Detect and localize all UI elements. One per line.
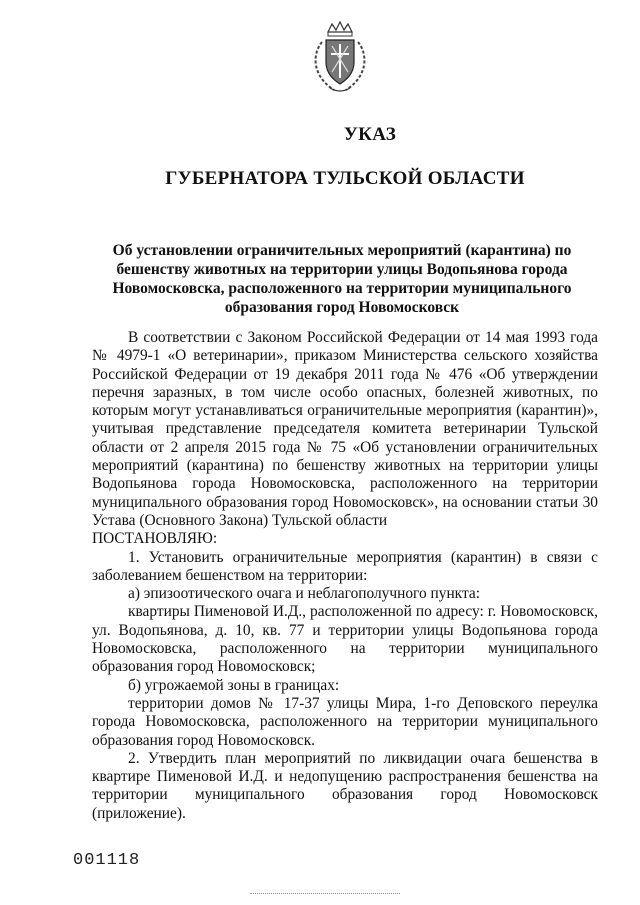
decree-word: ПОСТАНОВЛЯЮ:	[92, 530, 218, 548]
serial-number: 001118	[73, 851, 141, 870]
document-subtitle: ГУБЕРНАТОРА ТУЛЬСКОЙ ОБЛАСТИ	[165, 168, 525, 189]
preamble-paragraph: В соответствии с Законом Российской Федерации от 14 мая 1993 года № 4979-1 «О ветеринарии», приказом Министерства сельского хозяйства Российской Федерации от 19 декабря 2011 года № 476 «Об утверждении перечня заразных, в том числе особо опасных, болезней животных, по которым могут устанавливаться ограничительные мероприятия (карантин)», учитывая представление председателя комитета ветеринарии Тульской области от 2 апреля 2015 года № 75 «Об установлении ограничительных мероприятий (карантина) по бешенству животных на территории улицы Водопьянова города Новомосковска, расположенного на территории муниципального образования город Новомосковск», на основании статьи 30 Устава (Основного Закона) Тульской области	[92, 329, 598, 529]
document-subject: Об установлении ограничительных мероприятий (карантина) по бешенству животных на территории улицы Водопьянова города Новомосковска, расположенного на территории муниципального образования город Новомосковск	[112, 242, 572, 316]
coat-of-arms-icon	[308, 20, 372, 94]
clause-2: 2. Утвердить план мероприятий по ликвидации очага бешенства в квартире Пименовой И.Д. и недопущению распространения бешенства на территории муниципального образования город Новомосковск (приложение).	[92, 749, 598, 822]
clause-1: 1. Установить ограничительные мероприятия (карантин) в связи с заболеванием бешенством на территории:	[92, 548, 598, 584]
document-body	[92, 329, 598, 823]
clause-1a: а) эпизоотического очага и неблагополучного пункта:	[128, 585, 480, 603]
clause-1b: б) угрожаемой зоны в границах:	[128, 676, 340, 694]
clause-1b-text: территории домов № 17-37 улицы Мира, 1-го Деповского переулка города Новомосковска, расположенного на территории муниципального образования город Новомосковск.	[92, 694, 598, 749]
clause-1a-text: квартиры Пименовой И.Д., расположенной по адресу: г. Новомосковск, ул. Водопьянова, д. 10, кв. 77 и территории улицы Водопьянова города Новомосковска, расположенного на территории муниципального образования город Новомосковск;	[92, 603, 598, 676]
footer-divider	[250, 893, 400, 896]
document-title: УКАЗ	[343, 124, 397, 145]
